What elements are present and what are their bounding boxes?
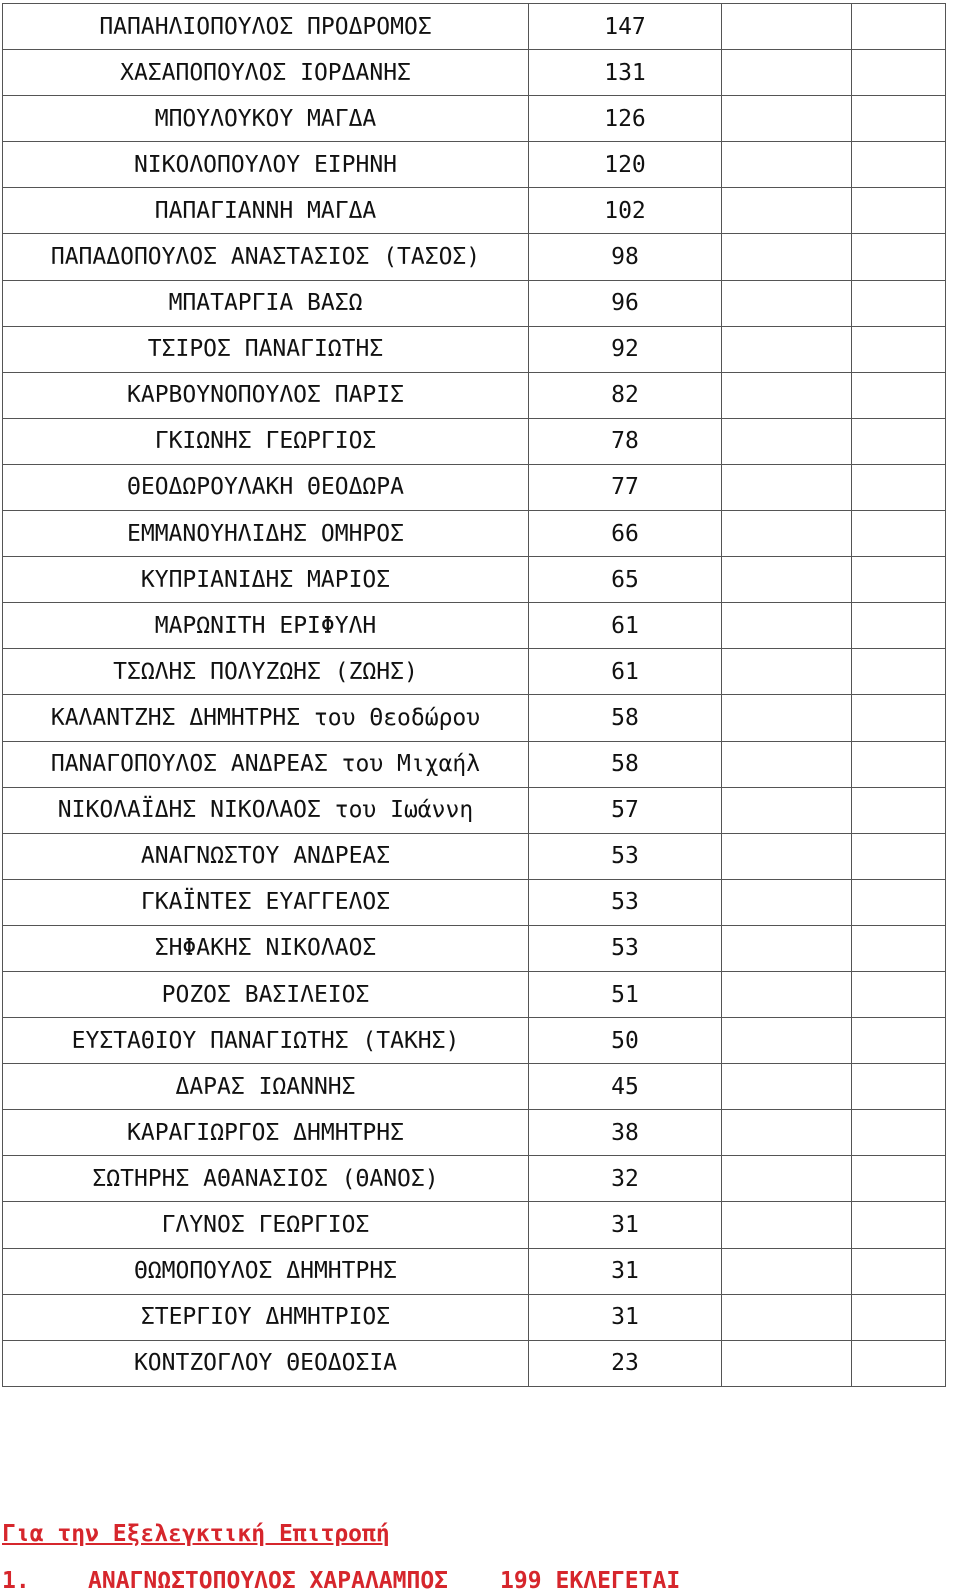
- table-row: [3, 1110, 946, 1156]
- empty-cell: [722, 1110, 852, 1156]
- candidate-name: ΧΑΣΑΠΟΠΟΥΛΟΣ ΙΟΡΔΑΝΗΣ: [3, 50, 529, 96]
- empty-cell: [722, 787, 852, 833]
- candidate-votes: 31: [529, 1202, 722, 1248]
- empty-cell: [852, 142, 946, 188]
- empty-cell: [852, 1294, 946, 1340]
- candidate-name: ΘΩΜΟΠΟΥΛΟΣ ΔΗΜΗΤΡΗΣ: [3, 1248, 529, 1294]
- candidate-name: ΚΟΝΤΖΟΓΛΟΥ ΘΕΟΔΟΣΙΑ: [3, 1340, 529, 1386]
- empty-cell: [722, 741, 852, 787]
- empty-cell: [852, 511, 946, 557]
- empty-cell: [852, 326, 946, 372]
- empty-cell: [852, 833, 946, 879]
- empty-cell: [722, 372, 852, 418]
- empty-cell: [852, 1340, 946, 1386]
- empty-cell: [852, 188, 946, 234]
- candidate-votes: 50: [529, 1018, 722, 1064]
- table-row: [3, 649, 946, 695]
- empty-cell: [722, 280, 852, 326]
- table-row: [3, 511, 946, 557]
- empty-cell: [722, 326, 852, 372]
- empty-cell: [852, 1156, 946, 1202]
- candidate-votes: 65: [529, 557, 722, 603]
- candidate-name: ΣΗΦΑΚΗΣ ΝΙΚΟΛΑΟΣ: [3, 925, 529, 971]
- candidate-name: ΓΚΑΪΝΤΕΣ ΕΥΑΓΓΕΛΟΣ: [3, 879, 529, 925]
- table-row: [3, 695, 946, 741]
- candidate-votes: 31: [529, 1248, 722, 1294]
- empty-cell: [852, 925, 946, 971]
- candidate-votes: 96: [529, 280, 722, 326]
- candidate-votes: 57: [529, 787, 722, 833]
- empty-cell: [722, 833, 852, 879]
- empty-cell: [852, 879, 946, 925]
- empty-cell: [852, 4, 946, 50]
- empty-cell: [722, 925, 852, 971]
- table-row: [3, 1340, 946, 1386]
- candidate-votes: 32: [529, 1156, 722, 1202]
- empty-cell: [852, 50, 946, 96]
- candidate-votes: 92: [529, 326, 722, 372]
- table-row: [3, 1294, 946, 1340]
- table-row: [3, 557, 946, 603]
- empty-cell: [722, 464, 852, 510]
- empty-cell: [852, 464, 946, 510]
- results-table-body: [3, 4, 946, 1387]
- table-row: [3, 464, 946, 510]
- table-row: [3, 50, 946, 96]
- candidate-name: ΚΑΡΒΟΥΝΟΠΟΥΛΟΣ ΠΑΡΙΣ: [3, 372, 529, 418]
- candidate-name: ΓΚΙΩΝΗΣ ΓΕΩΡΓΙΟΣ: [3, 418, 529, 464]
- candidate-name: ΜΠΟΥΛΟΥΚΟΥ ΜΑΓΔΑ: [3, 96, 529, 142]
- candidate-votes: 66: [529, 511, 722, 557]
- empty-cell: [722, 96, 852, 142]
- table-row: [3, 418, 946, 464]
- empty-cell: [852, 787, 946, 833]
- empty-cell: [852, 1110, 946, 1156]
- candidate-votes: 78: [529, 418, 722, 464]
- table-row: [3, 4, 946, 50]
- empty-cell: [722, 649, 852, 695]
- empty-cell: [722, 1156, 852, 1202]
- candidate-votes: 51: [529, 971, 722, 1017]
- candidate-votes: 98: [529, 234, 722, 280]
- candidate-votes: 58: [529, 741, 722, 787]
- committee-entry-votes: 199: [500, 1568, 542, 1594]
- empty-cell: [722, 1294, 852, 1340]
- table-row: [3, 787, 946, 833]
- empty-cell: [722, 50, 852, 96]
- empty-cell: [722, 1018, 852, 1064]
- empty-cell: [722, 603, 852, 649]
- empty-cell: [722, 511, 852, 557]
- table-row: [3, 925, 946, 971]
- empty-cell: [722, 142, 852, 188]
- empty-cell: [722, 418, 852, 464]
- candidate-name: ΜΠΑΤΑΡΓΙΑ ΒΑΣΩ: [3, 280, 529, 326]
- table-row: [3, 1202, 946, 1248]
- table-row: [3, 96, 946, 142]
- empty-cell: [722, 557, 852, 603]
- candidate-name: ΝΙΚΟΛΑΪΔΗΣ ΝΙΚΟΛΑΟΣ του Ιωάννη: [3, 787, 529, 833]
- candidate-votes: 61: [529, 603, 722, 649]
- candidate-votes: 102: [529, 188, 722, 234]
- table-row: [3, 1156, 946, 1202]
- empty-cell: [852, 741, 946, 787]
- empty-cell: [722, 1340, 852, 1386]
- empty-cell: [722, 695, 852, 741]
- candidate-name: ΚΥΠΡΙΑΝΙΔΗΣ ΜΑΡΙΟΣ: [3, 557, 529, 603]
- empty-cell: [852, 557, 946, 603]
- empty-cell: [722, 4, 852, 50]
- candidate-name: ΠΑΠΑΗΛΙΟΠΟΥΛΟΣ ΠΡΟΔΡΟΜΟΣ: [3, 4, 529, 50]
- committee-heading: Για την Εξελεγκτική Επιτροπή: [2, 1521, 390, 1547]
- candidate-votes: 131: [529, 50, 722, 96]
- candidate-votes: 58: [529, 695, 722, 741]
- table-row: [3, 879, 946, 925]
- candidate-votes: 31: [529, 1294, 722, 1340]
- candidate-votes: 53: [529, 879, 722, 925]
- empty-cell: [852, 96, 946, 142]
- candidate-name: ΔΑΡΑΣ ΙΩΑΝΝΗΣ: [3, 1064, 529, 1110]
- results-table: [2, 3, 946, 1387]
- candidate-name: ΣΤΕΡΓΙΟΥ ΔΗΜΗΤΡΙΟΣ: [3, 1294, 529, 1340]
- candidate-votes: 61: [529, 649, 722, 695]
- empty-cell: [852, 603, 946, 649]
- table-row: [3, 971, 946, 1017]
- candidate-name: ΠΑΠΑΔΟΠΟΥΛΟΣ ΑΝΑΣΤΑΣΙΟΣ (ΤΑΣΟΣ): [3, 234, 529, 280]
- candidate-name: ΓΛΥΝΟΣ ΓΕΩΡΓΙΟΣ: [3, 1202, 529, 1248]
- empty-cell: [722, 1064, 852, 1110]
- committee-entry-number: 1.: [2, 1568, 30, 1594]
- empty-cell: [722, 1248, 852, 1294]
- candidate-name: ΠΑΝΑΓΟΠΟΥΛΟΣ ΑΝΔΡΕΑΣ του Μιχαήλ: [3, 741, 529, 787]
- candidate-name: ΤΣΩΛΗΣ ΠΟΛΥΖΩΗΣ (ΖΩΗΣ): [3, 649, 529, 695]
- candidate-name: ΡΟΖΟΣ ΒΑΣΙΛΕΙΟΣ: [3, 971, 529, 1017]
- candidate-name: ΘΕΟΔΩΡΟΥΛΑΚΗ ΘΕΟΔΩΡΑ: [3, 464, 529, 510]
- empty-cell: [722, 1202, 852, 1248]
- empty-cell: [852, 1018, 946, 1064]
- candidate-name: ΜΑΡΩΝΙΤΗ ΕΡΙΦΥΛΗ: [3, 603, 529, 649]
- empty-cell: [722, 879, 852, 925]
- candidate-name: ΕΜΜΑΝΟΥΗΛΙΔΗΣ ΟΜΗΡΟΣ: [3, 511, 529, 557]
- committee-entry: [2, 1568, 680, 1594]
- table-row: [3, 326, 946, 372]
- candidate-votes: 53: [529, 833, 722, 879]
- candidate-votes: 38: [529, 1110, 722, 1156]
- candidate-votes: 120: [529, 142, 722, 188]
- table-row: [3, 234, 946, 280]
- candidate-name: ΤΣΙΡΟΣ ΠΑΝΑΓΙΩΤΗΣ: [3, 326, 529, 372]
- empty-cell: [852, 234, 946, 280]
- table-row: [3, 741, 946, 787]
- empty-cell: [852, 1202, 946, 1248]
- candidate-name: ΠΑΠΑΓΙΑΝΝΗ ΜΑΓΔΑ: [3, 188, 529, 234]
- table-row: [3, 833, 946, 879]
- candidate-name: ΣΩΤΗΡΗΣ ΑΘΑΝΑΣΙΟΣ (ΘΑΝΟΣ): [3, 1156, 529, 1202]
- candidate-votes: 147: [529, 4, 722, 50]
- candidate-votes: 45: [529, 1064, 722, 1110]
- candidate-name: ΑΝΑΓΝΩΣΤΟΥ ΑΝΔΡΕΑΣ: [3, 833, 529, 879]
- candidate-votes: 77: [529, 464, 722, 510]
- table-row: [3, 142, 946, 188]
- empty-cell: [852, 695, 946, 741]
- candidate-votes: 126: [529, 96, 722, 142]
- empty-cell: [722, 188, 852, 234]
- empty-cell: [722, 971, 852, 1017]
- empty-cell: [852, 649, 946, 695]
- empty-cell: [852, 418, 946, 464]
- table-row: [3, 372, 946, 418]
- candidate-votes: 53: [529, 925, 722, 971]
- table-row: [3, 280, 946, 326]
- candidate-name: ΕΥΣΤΑΘΙΟΥ ΠΑΝΑΓΙΩΤΗΣ (ΤΑΚΗΣ): [3, 1018, 529, 1064]
- candidate-votes: 23: [529, 1340, 722, 1386]
- table-row: [3, 603, 946, 649]
- candidate-name: ΚΑΡΑΓΙΩΡΓΟΣ ΔΗΜΗΤΡΗΣ: [3, 1110, 529, 1156]
- candidate-name: ΚΑΛΑΝΤΖΗΣ ΔΗΜΗΤΡΗΣ του Θεοδώρου: [3, 695, 529, 741]
- candidate-name: ΝΙΚΟΛΟΠΟΥΛΟΥ ΕΙΡΗΝΗ: [3, 142, 529, 188]
- candidate-votes: 82: [529, 372, 722, 418]
- table-row: [3, 1248, 946, 1294]
- committee-entry-name: ΑΝΑΓΝΩΣΤΟΠΟΥΛΟΣ ΧΑΡΑΛΑΜΠΟΣ: [88, 1568, 449, 1594]
- empty-cell: [852, 280, 946, 326]
- empty-cell: [852, 372, 946, 418]
- table-row: [3, 188, 946, 234]
- empty-cell: [852, 1248, 946, 1294]
- table-row: [3, 1018, 946, 1064]
- empty-cell: [852, 1064, 946, 1110]
- empty-cell: [722, 234, 852, 280]
- empty-cell: [852, 971, 946, 1017]
- table-row: [3, 1064, 946, 1110]
- committee-entry-status: ΕΚΛΕΓΕΤΑΙ: [555, 1568, 681, 1594]
